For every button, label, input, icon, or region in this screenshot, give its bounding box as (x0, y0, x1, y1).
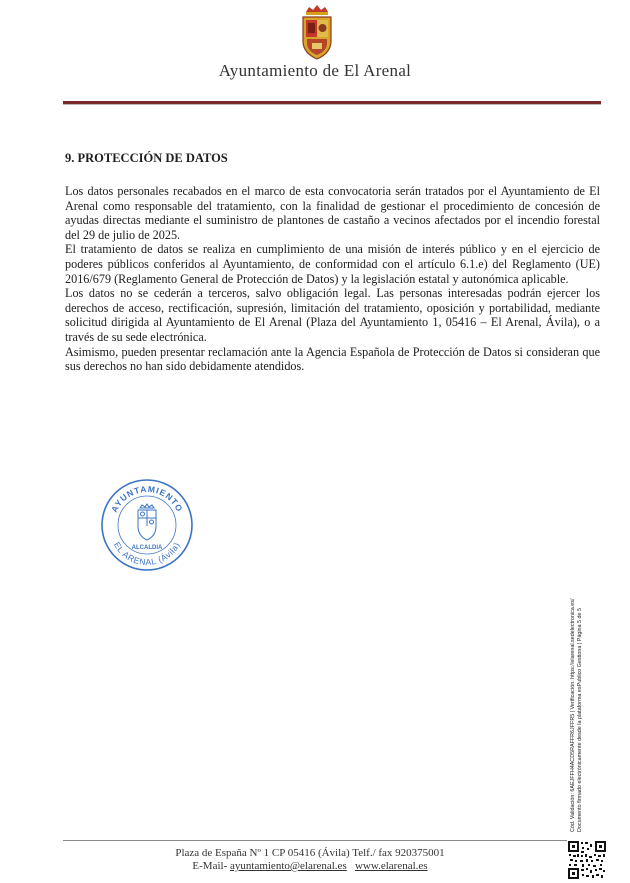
qr-code-icon (567, 840, 607, 880)
header-divider (63, 101, 601, 105)
paragraph: El tratamiento de datos se realiza en cumplimiento de una misión de interés público y en el ejercicio de poderes públicos conferidos al Ayuntamiento, de conformidad con el artículo 6.1.e) del Reglamento (UE) 2016/679 (Reglamento General de Protección de Datos) y la legislación estatal y autonómica aplicable. (65, 242, 600, 286)
email-label: E-Mail- (192, 860, 228, 872)
verification-line: Documento firmado electrónicamente desde la plataforma esPublico Gestiona | Página 5 de 5 (576, 607, 583, 832)
section-body (65, 184, 600, 374)
footer-divider (63, 840, 601, 841)
official-seal-stamp (100, 478, 194, 572)
seal-emblem-icon (138, 504, 156, 540)
paragraph: Los datos personales recabados en el marco de esta convocatoria serán tratados por el Ayuntamiento de El Arenal como responsable del tratamiento, con la finalidad de gestionar el procedimiento de concesión de ayudas directas mediante el suministro de plantones de castaño a vecinos afectados por el incendio forestal del 29 de julio de 2025. (65, 184, 600, 242)
verification-line: Cód. Validación: 6AEJFFH4ACD5RAFFR6JFFR5 | Verificación: https://elarenal.sedelectronica.es/ (570, 598, 576, 832)
footer-contact (63, 860, 557, 873)
paragraph: Los datos no se cederán a terceros, salvo obligación legal. Las personas interesadas podrán ejercer los derechos de acceso, rectificación, supresión, limitación del tratamiento, oposición y portabilidad, mediante solicitud dirigida al Ayuntamiento de El Arenal (Plaza del Ayuntamiento 1, 05416 – El Arenal, Ávila), o a través de su sede electrónica. (65, 286, 600, 344)
seal-middle-text: ALCALDIA (131, 545, 163, 551)
paragraph: Asimismo, pueden presentar reclamación ante la Agencia Española de Protección de Datos si consideran que sus derechos no han sido debidamente atendidos. (65, 344, 600, 374)
email-link[interactable]: ayuntamiento@elarenal.es (230, 860, 347, 872)
seal-bottom-text: EL ARENAL (Ávila) (111, 540, 183, 568)
website-link[interactable]: www.elarenal.es (354, 860, 428, 872)
footer-address: Plaza de España Nº 1 CP 05416 (Ávila) Telf./ fax 920375001 (175, 847, 445, 859)
footer (63, 847, 557, 873)
verification-notice (570, 599, 583, 833)
section-heading: 9. PROTECCIÓN DE DATOS (65, 151, 228, 165)
coat-of-arms-icon (298, 3, 336, 61)
org-name: Ayuntamiento de El Arenal (218, 61, 412, 80)
seal-top-text: AYUNTAMIENTO (108, 483, 186, 514)
